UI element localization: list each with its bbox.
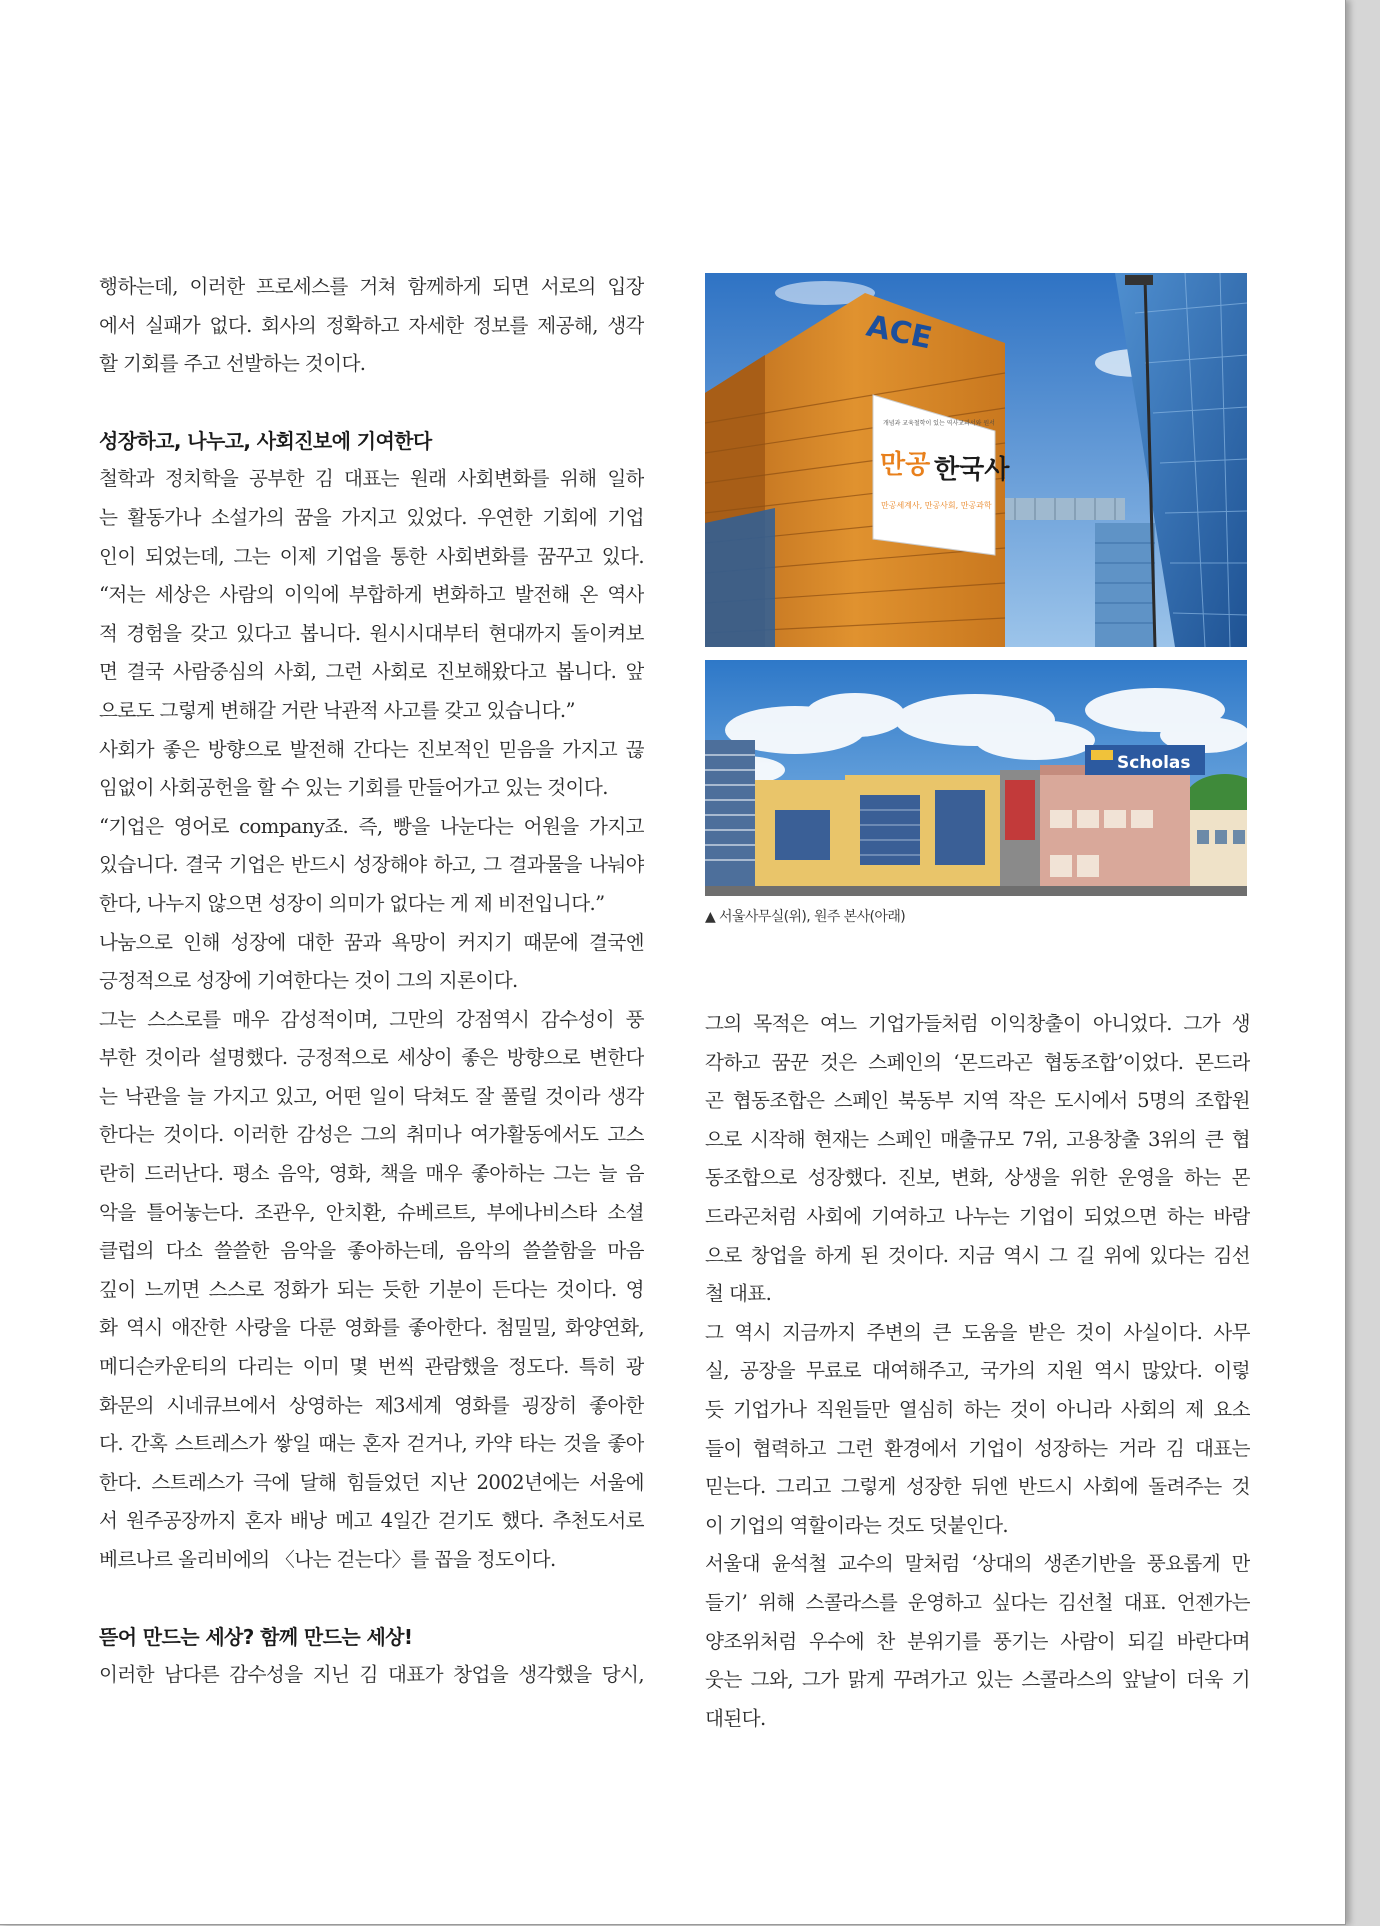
banner-title-b: 한국사 bbox=[934, 455, 1010, 485]
text-line: 인이 되었는데, 그는 이제 기업을 통한 사회변화를 꿈꾸고 있다. bbox=[99, 544, 644, 568]
text-line: 드라곤처럼 사회에 기여하고 나누는 기업이 되었으면 하는 바람 bbox=[705, 1204, 1250, 1228]
text-line: 메디슨카운티의 다리는 이미 몇 번씩 관람했을 정도다. 특히 광 bbox=[99, 1355, 644, 1379]
text-line: 양조위처럼 우수에 찬 분위기를 풍기는 사람이 되길 바란다며 bbox=[705, 1629, 1250, 1653]
text-line: 에서 실패가 없다. 회사의 정확하고 자세한 정보를 제공해, 생각 bbox=[99, 313, 644, 337]
text-line: 각하고 꿈꾼 것은 스페인의 ‘몬드라곤 협동조합’이었다. 몬드라 bbox=[705, 1050, 1250, 1074]
text-line: 란히 드러난다. 평소 음악, 영화, 책을 매우 좋아하는 그는 늘 음 bbox=[99, 1162, 644, 1186]
text-line: 있습니다. 결국 기업은 반드시 성장해야 하고, 그 결과물을 나눠야 bbox=[99, 853, 644, 877]
text-line: 서 원주공장까지 혼자 배낭 메고 4일간 걷기도 했다. 추천도서로 bbox=[99, 1509, 644, 1533]
text-line: 듯 기업가나 직원들만 열심히 하는 것이 아니라 사회의 제 요소 bbox=[705, 1397, 1250, 1421]
text-line: 대된다. bbox=[705, 1706, 766, 1730]
text-line: 철학과 정치학을 공부한 김 대표는 원래 사회변화를 위해 일하 bbox=[99, 467, 644, 491]
seoul-office-photo bbox=[705, 273, 1247, 647]
text-line: 한다. 스트레스가 극에 달해 힘들었던 지난 2002년에는 서울에 bbox=[99, 1470, 644, 1494]
banner-subtitle: 만공세계사, 만공사회, 만공과학 bbox=[881, 501, 992, 510]
text-line: 악을 틀어놓는다. 조관우, 안치환, 슈베르트, 부에나비스타 소셜 bbox=[99, 1200, 644, 1224]
building-sign-text: ACE bbox=[863, 308, 935, 357]
section-heading-growth: 성장하고, 나누고, 사회진보에 기여한다 bbox=[99, 428, 432, 453]
text-line: 이러한 남다른 감수성을 지닌 김 대표가 창업을 생각했을 당시, bbox=[99, 1663, 644, 1687]
text-line: 임없이 사회공헌을 할 수 있는 기회를 만들어가고 있는 것이다. bbox=[99, 776, 608, 800]
text-line: 으로 시작해 현재는 스페인 매출규모 7위, 고용창출 3위의 큰 협 bbox=[705, 1127, 1250, 1151]
text-line: 철 대표. bbox=[705, 1282, 772, 1306]
text-line: 그 역시 지금까지 주변의 큰 도움을 받은 것이 사실이다. 사무 bbox=[705, 1320, 1250, 1344]
left-column bbox=[99, 268, 644, 1695]
text-line: 으로도 그렇게 변해갈 거란 낙관적 사고를 갖고 있습니다.” bbox=[99, 698, 575, 722]
text-line: 행하는데, 이러한 프로세스를 거쳐 함께하게 되면 서로의 입장 bbox=[99, 275, 644, 298]
banner-small-text: 개념과 교육철학이 있는 역사교과서와 원서 bbox=[883, 420, 995, 427]
text-line: 동조합으로 성장했다. 진보, 변화, 상생을 위한 운영을 하는 몬 bbox=[705, 1166, 1250, 1190]
text-line: 이 기업의 역할이라는 것도 덧붙인다. bbox=[705, 1513, 1009, 1537]
section-heading-world: 뜯어 만드는 세상? 함께 만드는 세상! bbox=[99, 1624, 413, 1649]
text-line: 베르나르 올리비에의 〈나는 걷는다〉를 꼽을 정도이다. bbox=[99, 1548, 556, 1571]
text-line: 부한 것이라 설명했다. 긍정적으로 세상이 좋은 방향으로 변한다 bbox=[99, 1046, 644, 1070]
text-line: 나눔으로 인해 성장에 대한 꿈과 욕망이 커지기 때문에 결국엔 bbox=[99, 930, 644, 954]
photo-caption: ▲ 서울사무실(위), 원주 본사(아래) bbox=[705, 909, 906, 925]
text-line: 적 경험을 갖고 있다고 봅니다. 원시시대부터 현대까지 돌이켜보 bbox=[99, 621, 644, 645]
text-line: 사회가 좋은 방향으로 발전해 간다는 진보적인 믿음을 가지고 끊 bbox=[99, 737, 644, 761]
text-line: 그는 스스로를 매우 감성적이며, 그만의 강점역시 감수성이 풍 bbox=[99, 1007, 644, 1031]
text-line: 면 결국 사람중심의 사회, 그런 사회로 진보해왔다고 봅니다. 앞 bbox=[99, 660, 644, 684]
text-line: 는 낙관을 늘 가지고 있고, 어떤 일이 닥쳐도 잘 풀릴 것이라 생각 bbox=[99, 1084, 644, 1108]
text-line: 웃는 그와, 그가 맑게 꾸려가고 있는 스콜라스의 앞날이 더욱 기 bbox=[705, 1668, 1250, 1692]
text-line: 깊이 느끼면 스스로 정화가 되는 듯한 기분이 든다는 것이다. 영 bbox=[99, 1277, 644, 1301]
text-line: 한다, 나누지 않으면 성장이 의미가 없다는 게 제 비전입니다.” bbox=[99, 891, 605, 915]
text-line: 화문의 시네큐브에서 상영하는 제3세계 영화를 굉장히 좋아한 bbox=[99, 1393, 644, 1417]
right-column bbox=[705, 1005, 1250, 1738]
scholas-sign: Scholas bbox=[1117, 753, 1191, 773]
text-line: 실, 공장을 무료로 대여해주고, 국가의 지원 역시 많았다. 이렇 bbox=[705, 1359, 1250, 1383]
banner-title-a: 만공 bbox=[880, 450, 931, 480]
text-line: 들이 협력하고 그런 환경에서 기업이 성장하는 거라 김 대표는 bbox=[705, 1436, 1250, 1460]
text-line: “저는 세상은 사람의 이익에 부합하게 변화하고 발전해 온 역사 bbox=[99, 583, 644, 607]
section-body-growth bbox=[99, 460, 644, 1579]
text-line: 으로 창업을 하게 된 것이다. 지금 역시 그 길 위에 있다는 김선 bbox=[705, 1243, 1250, 1267]
text-line: 서울대 윤석철 교수의 말처럼 ‘상대의 생존기반을 풍요롭게 만 bbox=[705, 1552, 1250, 1576]
text-line: 믿는다. 그리고 그렇게 성장한 뒤엔 반드시 사회에 돌려주는 것 bbox=[705, 1475, 1250, 1499]
text-line: 화 역시 애잔한 사랑을 다룬 영화를 좋아한다. 첨밀밀, 화양연화, bbox=[99, 1316, 644, 1340]
text-line: 다. 간혹 스트레스가 쌓일 때는 혼자 걷거나, 카약 타는 것을 좋아 bbox=[99, 1432, 644, 1456]
text-line: “기업은 영어로 company죠. 즉, 빵을 나눈다는 어원을 가지고 bbox=[99, 814, 644, 838]
intro-paragraph bbox=[99, 268, 644, 384]
text-line: 들기’ 위해 스콜라스를 운영하고 싶다는 김선철 대표. 언젠가는 bbox=[705, 1590, 1250, 1614]
text-line: 그의 목적은 여느 기업가들처럼 이익창출이 아니었다. 그가 생 bbox=[705, 1012, 1250, 1035]
text-line: 클럽의 다소 쓸쓸한 음악을 좋아하는데, 음악의 쓸쓸함을 마음 bbox=[99, 1239, 644, 1263]
text-line: 한다는 것이다. 이러한 감성은 그의 취미나 여가활동에서도 고스 bbox=[99, 1123, 644, 1147]
text-line: 긍정적으로 성장에 기여한다는 것이 그의 지론이다. bbox=[99, 969, 518, 993]
text-line: 할 기회를 주고 선발하는 것이다. bbox=[99, 352, 366, 376]
text-line: 는 활동가나 소설가의 꿈을 가지고 있었다. 우연한 기회에 기업 bbox=[99, 505, 644, 529]
text-line: 곤 협동조합은 스페인 북동부 지역 작은 도시에서 5명의 조합원 bbox=[705, 1089, 1250, 1113]
wonju-headquarters-photo bbox=[705, 660, 1247, 896]
